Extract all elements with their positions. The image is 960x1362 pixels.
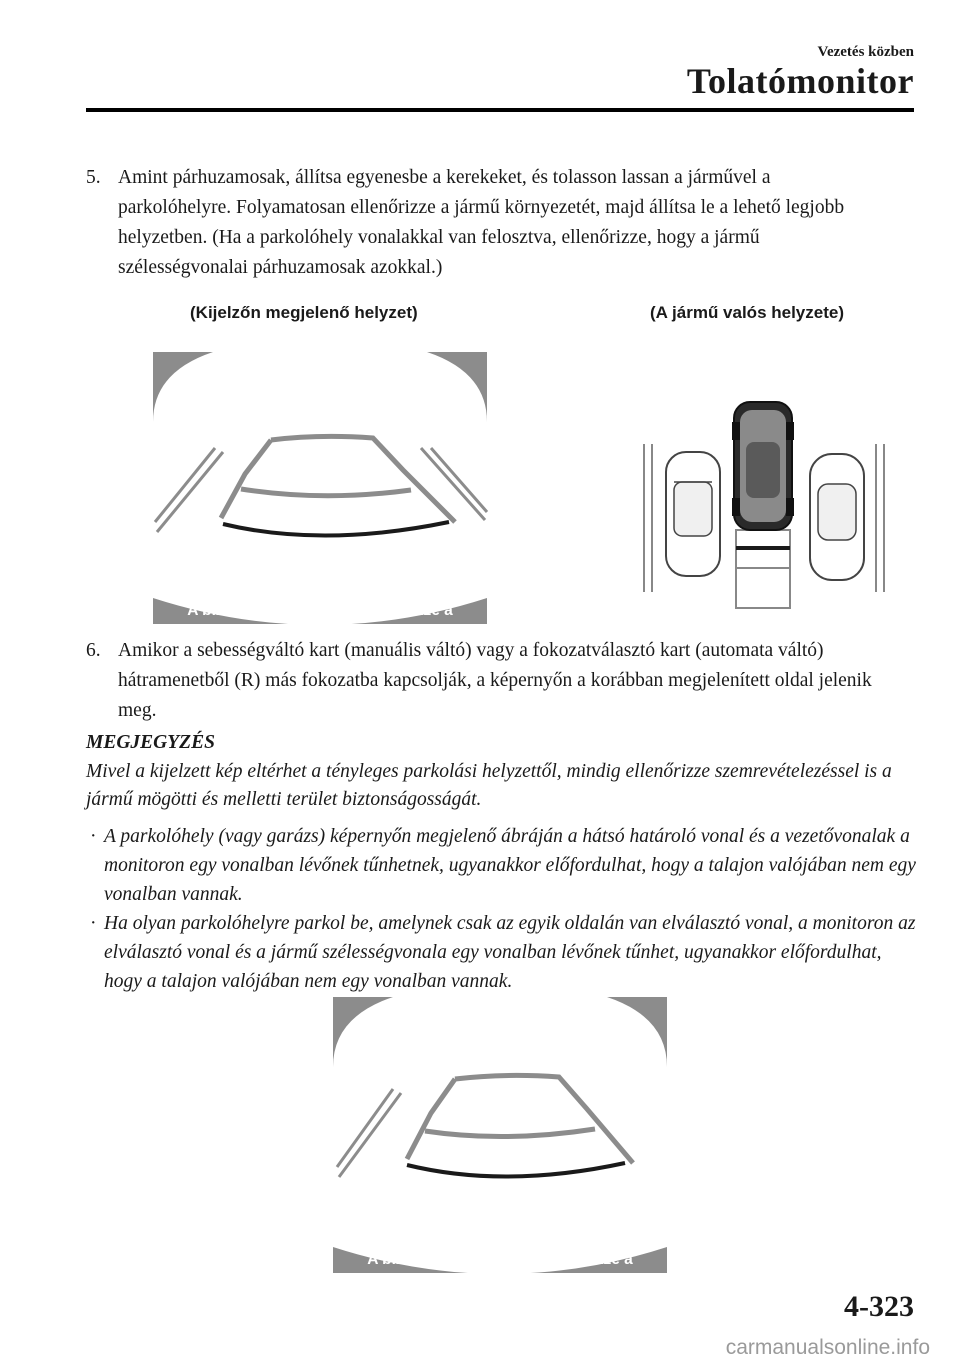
own-vehicle	[732, 402, 794, 530]
rear-camera-screen-2	[333, 997, 667, 1294]
step-number: 5.	[86, 167, 101, 188]
step-number: 6.	[86, 640, 101, 661]
parking-top-view-illustration	[630, 392, 900, 614]
camera-view-illustration-2	[333, 997, 667, 1294]
bullet-text: A parkolóhely (vagy garázs) képernyőn megjelenő ábráján a hátsó határoló vonal és a vezetővonalak a monitoron egy vonalban lévőnek tűnhetnek, ugyanakkor előfordulhat, hogy a talajon valójában nem egy vonalban vannak.	[104, 826, 916, 905]
note-bullet	[86, 909, 916, 996]
header-divider	[86, 108, 914, 112]
bullet-icon: ·	[90, 913, 97, 934]
parked-car-right	[810, 454, 864, 580]
step-text: Amikor a sebességváltó kart (manuális váltó) vagy a fokozatválasztó kart (automata váltó) hátramenetből (R) más fokozatba kapcsolják, a képernyőn a korábban megjelenített oldal jelenik meg.	[118, 640, 872, 721]
watermark: carmanualsonline.info	[725, 1336, 930, 1359]
camera-warning-caption: A biztonság érdekében ellenőrizze a környezetet	[187, 602, 453, 645]
step-5	[86, 163, 880, 283]
camera-warning-caption: A biztonság érdekében ellenőrizze a környezetet	[367, 1251, 633, 1294]
bullet-text: Ha olyan parkolóhelyre parkol be, amelynek csak az egyik oldalán van elválasztó vonal, a monitoron az elválasztó vonal és a jármű szélességvonala egy vonalban lévőnek tűnhet, ugyanakkor előfordulhat, hogy a talajon valójában nem egy vonalban vannak.	[104, 913, 916, 992]
camera-view-illustration	[153, 352, 487, 645]
rear-camera-screen	[153, 352, 487, 645]
page-number: 4-323	[844, 1290, 914, 1323]
page-title: Tolatómonitor	[686, 61, 914, 101]
actual-position-label: (A jármű valós helyzete)	[650, 303, 844, 322]
step-6	[86, 636, 880, 726]
display-position-label: (Kijelzőn megjelenő helyzet)	[190, 303, 418, 322]
section-header: Vezetés közben	[817, 44, 914, 60]
parked-car-left	[666, 452, 720, 576]
note-title: MEGJEGYZÉS	[86, 732, 215, 753]
note-bullet	[86, 822, 916, 909]
step-text: Amint párhuzamosak, állítsa egyenesbe a kerekeket, és tolasson lassan a járművel a parkolóhelyre. Folyamatosan ellenőrizze a jármű környezetét, majd állítsa le a lehető legjobb helyzetben. (Ha a parkolóhely vonalakkal van felosztva, ellenőrizze, hogy a jármű szélességvonalai párhuzamosak azokkal.)	[118, 167, 845, 278]
bullet-icon: ·	[90, 826, 97, 847]
note-text: Mivel a kijelzett kép eltérhet a tényleges parkolási helyzettől, mindig ellenőrizze szemrevételezéssel is a jármű mögötti és melletti terület biztonságosságát.	[86, 761, 892, 810]
